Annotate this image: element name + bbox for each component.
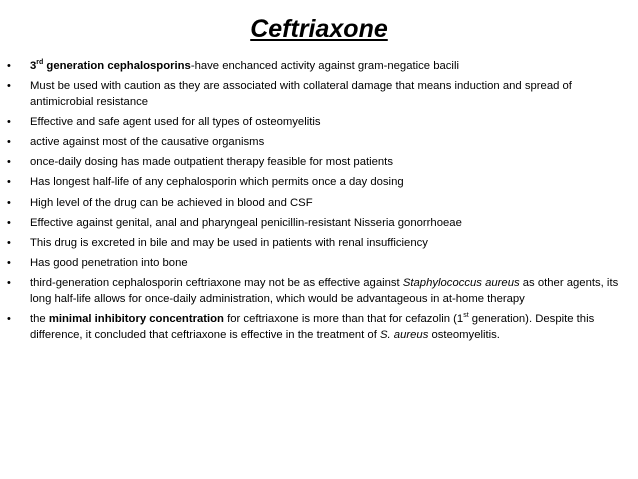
list-item (0, 311, 625, 343)
bullet-icon: • (7, 60, 11, 72)
bold-text: generation cephalosporins (43, 60, 191, 72)
superscript: rd (36, 59, 44, 67)
bullet-icon: • (7, 176, 11, 189)
bold-text: minimal inhibitory concentration (48, 313, 224, 326)
bullet-icon: • (7, 276, 11, 289)
bullet-icon: • (7, 256, 11, 269)
text: active against most of the causative organisms (30, 136, 265, 149)
bullet-icon: • (7, 196, 11, 209)
superscript: st (463, 312, 469, 320)
list-item (0, 255, 625, 271)
list-item (0, 215, 625, 231)
bullet-icon: • (7, 216, 11, 229)
bullet-icon: • (7, 80, 11, 93)
text: High level of the drug can be achieved in blood and CSF (30, 196, 313, 209)
text: once-daily dosing has made outpatient therapy feasible for most patients (30, 156, 393, 169)
text: for ceftriaxone is more than that for cefazolin (1 (223, 313, 464, 326)
list-item (0, 78, 625, 110)
text: This drug is excreted in bile and may be used in patients with renal insufficiency (30, 236, 428, 249)
list-item (0, 134, 625, 150)
bullet-icon: • (7, 236, 11, 249)
text: osteomyelitis. (428, 329, 500, 342)
bullet-list (0, 58, 625, 347)
text: Must be used with caution as they are associated with collateral damage that means induction and spread of antimicrobial resistance (30, 80, 572, 109)
list-item (0, 275, 625, 307)
bullet-icon: • (7, 116, 11, 129)
bullet-icon: • (7, 313, 11, 326)
text: generation). Despite this difference, it concluded that ceftriaxone is effective in the treatment of (30, 313, 595, 342)
list-item (0, 195, 625, 211)
text: Has longest half-life of any cephalosporin which permits once a day dosing (30, 176, 404, 189)
list-item (0, 114, 625, 130)
text: Effective and safe agent used for all types of osteomyelitis (30, 116, 321, 129)
list-item (0, 154, 625, 170)
slide-title: Ceftriaxone (250, 15, 388, 43)
list-item (0, 58, 625, 74)
text: as other agents, its long half-life allows for once-daily administration, which would be advantageous in at-home therapy (30, 276, 619, 305)
text: the (30, 313, 49, 326)
list-item (0, 174, 625, 190)
text: third-generation cephalosporin ceftriaxone may not be as effective against (30, 276, 403, 289)
text: 3 (30, 60, 37, 72)
text: Has good penetration into bone (30, 256, 188, 269)
italic-text: Staphylococcus aureus (402, 276, 520, 289)
text: -have enchanced activity against gram-negatice bacili (190, 60, 459, 72)
list-item (0, 235, 625, 251)
italic-text: S. aureus (380, 329, 429, 342)
bullet-icon: • (7, 156, 11, 169)
bullet-icon: • (7, 136, 11, 149)
text: Effective against genital, anal and pharyngeal penicillin-resistant Nisseria gonorrhoeae (30, 216, 462, 229)
